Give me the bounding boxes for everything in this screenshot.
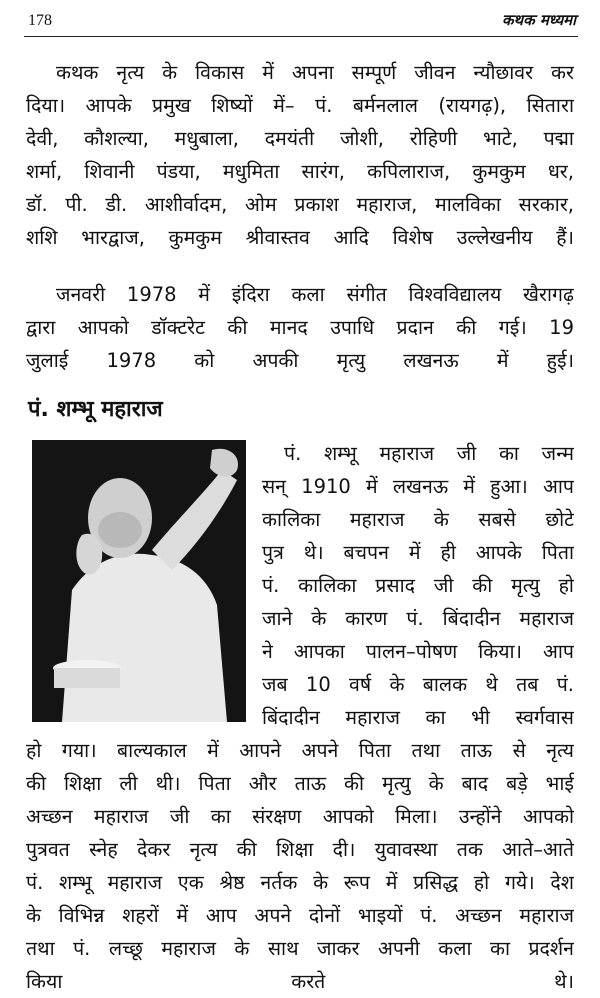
text-line: देवी, कौशल्या, मधुबाला, दमयंती जोशी, रोहिणी भाटे, पद्मा bbox=[26, 127, 574, 150]
paragraph-biography-beside-photo bbox=[262, 437, 574, 734]
text-line: जाने के कारण पं. बिंदादीन महाराज bbox=[262, 607, 574, 630]
text-line: दिया। आपके प्रमुख शिष्यों में– पं. बर्मनलाल (रायगढ़), सितारा bbox=[26, 94, 574, 117]
paragraph-biography-full bbox=[26, 734, 574, 998]
text-line: शशि भारद्वाज, कुमकुम श्रीवास्तव आदि विशेष उल्लेखनीय हैं। bbox=[26, 226, 574, 249]
text-line: के विभिन्न शहरों में आप अपने दोनों भाइयों पं. अच्छन महाराज bbox=[26, 904, 574, 927]
text-line: पं. कालिका प्रसाद जी की मृत्यु हो bbox=[262, 574, 574, 597]
text-line: कथक नृत्य के विकास में अपना सम्पूर्ण जीवन न्यौछावर कर bbox=[56, 61, 574, 84]
text-line: कालिका महाराज के सबसे छोटे bbox=[262, 508, 574, 531]
text-line: पं. शम्भू महाराज जी का जन्म bbox=[284, 442, 574, 465]
text-line: हो गया। बाल्यकाल में आपने अपने पिता तथा ताऊ से नृत्य bbox=[26, 739, 574, 762]
text-line: ने आपका पालन–पोषण किया। आप bbox=[262, 640, 574, 663]
text-line: की शिक्षा ली थी। पिता और ताऊ की मृत्यु के बाद बड़े भाई bbox=[26, 772, 574, 795]
text-line: पं. शम्भू महाराज एक श्रेष्ठ नर्तक के रूप में प्रसिद्ध हो गये। देश bbox=[26, 871, 574, 894]
paragraph-doctorate bbox=[26, 278, 574, 377]
page-number: 178 bbox=[28, 12, 52, 29]
text-line: जनवरी 1978 में इंदिरा कला संगीत विश्वविद्यालय खैरागढ़ bbox=[56, 283, 574, 306]
text-line: पुत्रवत स्नेह देकर नृत्य की शिक्षा दी। युवावस्था तक आते–आते bbox=[26, 838, 574, 861]
header-rule bbox=[24, 36, 578, 37]
portrait-photo bbox=[32, 440, 246, 722]
text-line: जुलाई 1978 को अपकी मृत्यु लखनऊ में हुई। bbox=[26, 349, 574, 372]
text-line: जब 10 वर्ष के बालक थे तब पं. bbox=[262, 673, 574, 696]
text-line: बिंदादीन महाराज का भी स्वर्गवास bbox=[262, 706, 574, 729]
running-title: कथक मध्यमा bbox=[501, 11, 576, 29]
text-line: किया करते थे। bbox=[26, 970, 574, 993]
text-line: पुत्र थे। बचपन में ही आपके पिता bbox=[262, 541, 574, 564]
text-line: तथा पं. लच्छू महाराज के साथ जाकर अपनी कला का प्रदर्शन bbox=[26, 937, 574, 960]
text-line: अच्छन महाराज जी का संरक्षण आपको मिला। उन्होंने आपको bbox=[26, 805, 574, 828]
text-line: शर्मा, शिवानी पंडया, मधुमिता सारंग, कपिलाराज, कुमकुम धर, bbox=[26, 160, 574, 183]
text-line: सन् 1910 में लखनऊ में हुआ। आप bbox=[262, 475, 574, 498]
section-heading: पं. शम्भू महाराज bbox=[28, 397, 163, 422]
paragraph-dedication bbox=[26, 56, 574, 254]
text-line: द्वारा आपको डॉक्टरेट की मानद उपाधि प्रदान की गई। 19 bbox=[26, 316, 574, 339]
text-line: डॉ. पी. डी. आशीर्वादम, ओम प्रकाश महाराज, मालविका सरकार, bbox=[26, 193, 574, 216]
